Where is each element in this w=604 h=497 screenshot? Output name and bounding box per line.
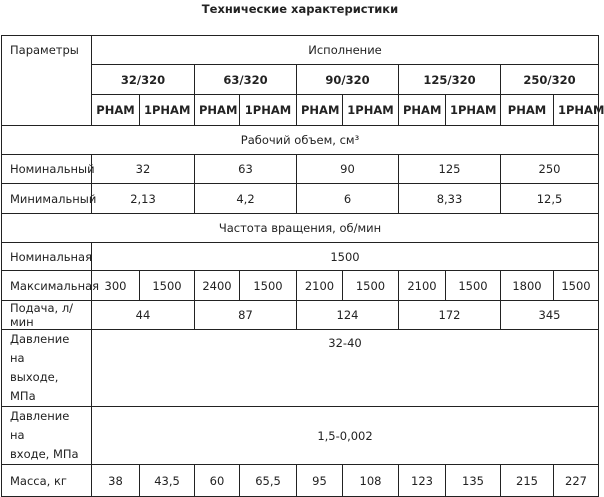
table-row bbox=[2, 243, 599, 271]
row-label: Масса, кг bbox=[2, 465, 92, 497]
row-label: Максимальная bbox=[2, 271, 92, 301]
table-row bbox=[2, 465, 599, 497]
row-label: Минимальный bbox=[2, 184, 92, 214]
variant-header: РНАМ bbox=[399, 95, 446, 126]
cell: 12,5 bbox=[501, 184, 599, 214]
row-label-line: Давление на bbox=[10, 332, 70, 365]
table-row bbox=[2, 330, 599, 407]
row-label: Номинальный bbox=[2, 155, 92, 184]
row-label bbox=[2, 407, 92, 465]
size-header: 250/320 bbox=[501, 65, 599, 95]
table-row bbox=[2, 184, 599, 214]
row-label bbox=[2, 330, 92, 407]
variant-header: 1РНАМ bbox=[343, 95, 399, 126]
cell: 44 bbox=[92, 301, 195, 330]
variant-header: РНАМ bbox=[92, 95, 140, 126]
cell: 87 bbox=[195, 301, 297, 330]
cell: 4,2 bbox=[195, 184, 297, 214]
cell: 1,5-0,002 bbox=[92, 407, 599, 465]
table-title: Технические характеристики bbox=[201, 2, 399, 16]
variant-header: 1РНАМ bbox=[140, 95, 195, 126]
row-label: Подача, л/мин bbox=[2, 301, 92, 330]
row-label: Номинальная bbox=[2, 243, 92, 271]
cell: 60 bbox=[195, 465, 240, 497]
table-row bbox=[2, 155, 599, 184]
cell: 125 bbox=[399, 155, 501, 184]
cell: 1800 bbox=[501, 271, 554, 301]
table-row bbox=[2, 301, 599, 330]
cell: 32-40 bbox=[92, 330, 599, 407]
cell: 108 bbox=[343, 465, 399, 497]
spec-table bbox=[1, 35, 604, 497]
execution-header: Исполнение bbox=[92, 36, 599, 65]
cell: 2,13 bbox=[92, 184, 195, 214]
cell: 43,5 bbox=[140, 465, 195, 497]
cell: 2100 bbox=[399, 271, 446, 301]
cell: 1500 bbox=[92, 243, 599, 271]
variant-header: 1РНАМ bbox=[240, 95, 297, 126]
cell: 32 bbox=[92, 155, 195, 184]
cell: 2400 bbox=[195, 271, 240, 301]
size-header: 32/320 bbox=[92, 65, 195, 95]
cell: 90 bbox=[297, 155, 399, 184]
size-header: 90/320 bbox=[297, 65, 399, 95]
cell: 124 bbox=[297, 301, 399, 330]
cell: 6 bbox=[297, 184, 399, 214]
cell: 135 bbox=[446, 465, 501, 497]
variant-header: РНАМ bbox=[501, 95, 554, 126]
cell: 95 bbox=[297, 465, 343, 497]
variant-header: 1РНАМ bbox=[446, 95, 501, 126]
cell: 65,5 bbox=[240, 465, 297, 497]
section-speed: Частота вращения, об/мин bbox=[2, 214, 599, 243]
variant-header: РНАМ bbox=[297, 95, 343, 126]
variant-header: 1РНАМ bbox=[554, 95, 599, 126]
table-row bbox=[2, 271, 599, 301]
cell: 172 bbox=[399, 301, 501, 330]
cell: 345 bbox=[501, 301, 599, 330]
cell: 1500 bbox=[140, 271, 195, 301]
cell: 1500 bbox=[554, 271, 599, 301]
cell: 1500 bbox=[446, 271, 501, 301]
size-header: 63/320 bbox=[195, 65, 297, 95]
cell: 38 bbox=[92, 465, 140, 497]
cell: 300 bbox=[92, 271, 140, 301]
cell: 250 bbox=[501, 155, 599, 184]
table-row bbox=[2, 407, 599, 465]
cell: 1500 bbox=[343, 271, 399, 301]
cell: 123 bbox=[399, 465, 446, 497]
cell: 227 bbox=[554, 465, 599, 497]
row-label-line: Давление на bbox=[10, 409, 70, 442]
cell: 8,33 bbox=[399, 184, 501, 214]
cell: 63 bbox=[195, 155, 297, 184]
cell: 2100 bbox=[297, 271, 343, 301]
cell: 1500 bbox=[240, 271, 297, 301]
row-label-line: входе, МПа bbox=[10, 447, 79, 461]
params-header: Параметры bbox=[2, 36, 92, 126]
variant-header: РНАМ bbox=[195, 95, 240, 126]
cell: 215 bbox=[501, 465, 554, 497]
size-header: 125/320 bbox=[399, 65, 501, 95]
section-volume: Рабочий объем, см³ bbox=[2, 126, 599, 155]
row-label-line: выходе, МПа bbox=[10, 370, 59, 403]
